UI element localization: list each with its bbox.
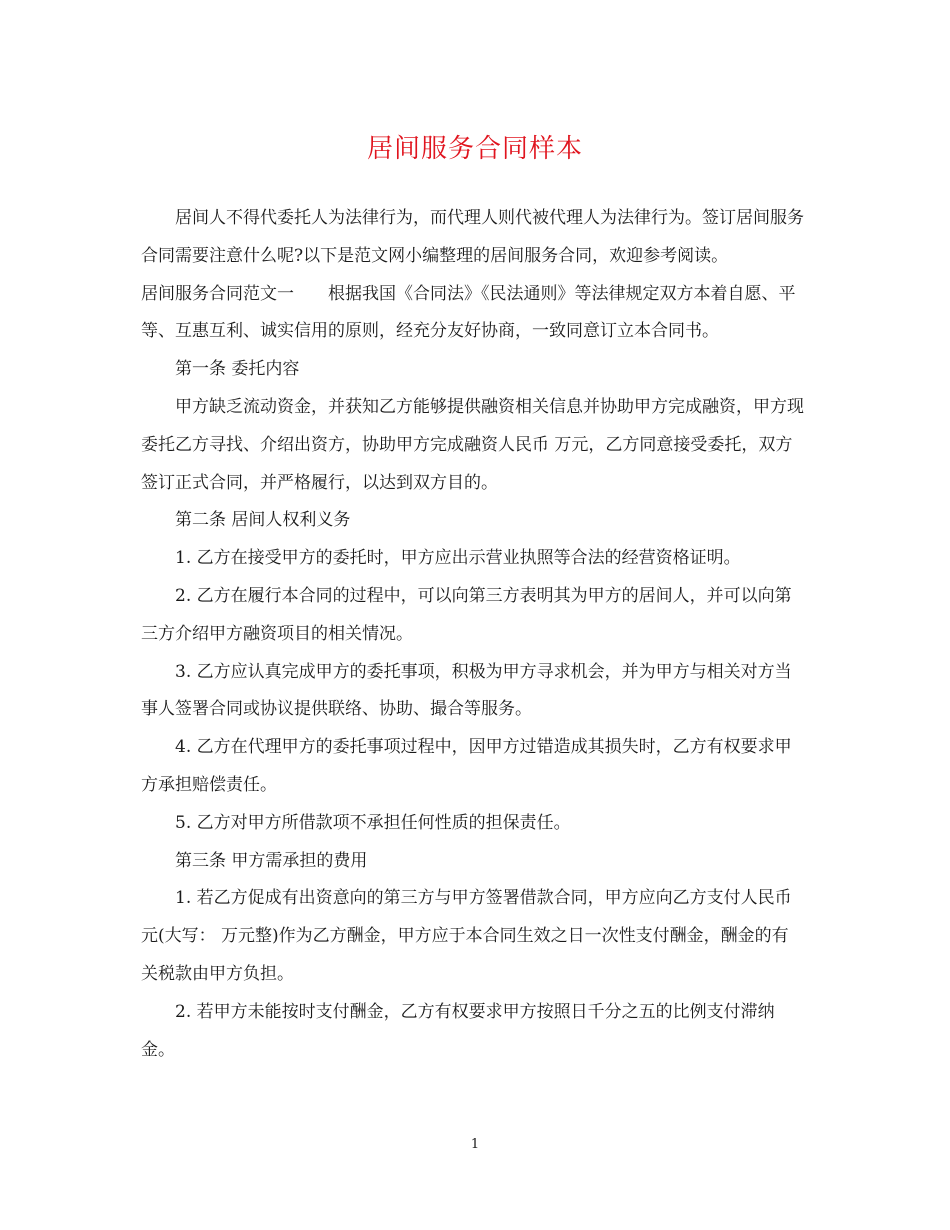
article-2-item: 2. 乙方在履行本合同的过程中，可以向第三方表明其为甲方的居间人，并可以向第三方介绍甲方融资项目的相关情况。	[141, 585, 792, 644]
article-1-heading: 第一条 委托内容	[175, 359, 300, 380]
article-2-item: 3. 乙方应认真完成甲方的委托事项，积极为甲方寻求机会，并为甲方与相关对方当事人签署合同或协议提供联络、协助、撮合等服务。	[141, 661, 792, 720]
article-2-item: 1. 乙方在接受甲方的委托时，甲方应出示营业执照等合法的经营资格证明。	[175, 548, 741, 569]
sample-paragraph	[141, 276, 805, 352]
page-number: 1	[470, 1137, 480, 1152]
sample-label: 居间服务合同范文一	[141, 283, 294, 304]
article-2-heading: 第二条 居间人权利义务	[175, 510, 351, 531]
document-title: 居间服务合同样本	[366, 134, 583, 164]
article-3-item: 2. 若甲方未能按时支付酬金，乙方有权要求甲方按照日千分之五的比例支付滞纳金。	[141, 1001, 775, 1060]
document-body	[141, 200, 805, 1069]
article-2-item: 5. 乙方对甲方所借款项不承担任何性质的担保责任。	[175, 812, 571, 833]
intro-paragraph: 居间人不得代委托人为法律行为，而代理人则代被代理人为法律行为。签订居间服务合同需要注意什么呢?以下是范文网小编整理的居间服务合同，欢迎参考阅读。	[141, 208, 804, 266]
sample-text: 根据我国《合同法》《民法通则》等法律规定双方本着自愿、平等、互惠互利、诚实信用的原则，经充分友好协商，一致同意订立本合同书。	[141, 283, 796, 342]
article-1-text: 甲方缺乏流动资金，并获知乙方能够提供融资相关信息并协助甲方完成融资，甲方现委托乙方寻找、介绍出资方，协助甲方完成融资人民币 万元，乙方同意接受委托，双方签订正式合同，并严格履行，以达到双方目的。	[141, 396, 804, 493]
article-2-item: 4. 乙方在代理甲方的委托事项过程中，因甲方过错造成其损失时，乙方有权要求甲方承担赔偿责任。	[141, 737, 792, 795]
article-3-heading: 第三条 甲方需承担的费用	[175, 850, 368, 871]
article-3-item: 1. 若乙方促成有出资意向的第三方与甲方签署借款合同，甲方应向乙方支付人民币 元(大写： 万元整)作为乙方酬金，甲方应于本合同生效之日一次性支付酬金，酬金的有关税款由甲方负担。	[141, 888, 792, 984]
